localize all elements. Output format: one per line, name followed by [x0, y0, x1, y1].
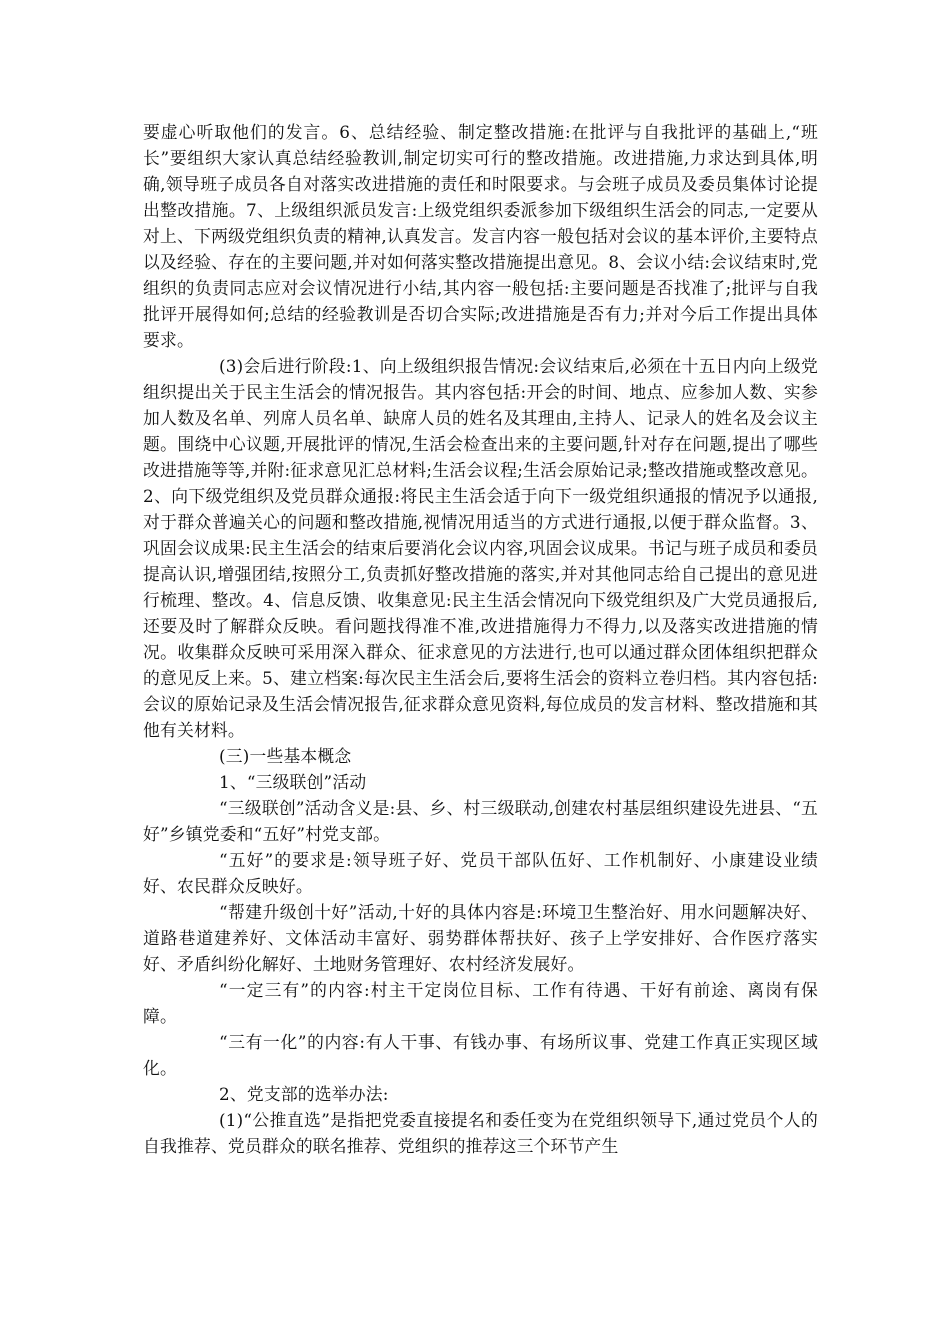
paragraph: “三级联创”活动含义是:县、乡、村三级联动,创建农村基层组织建设先进县、“五好”乡镇党委和“五好”村党支部。 [143, 798, 818, 844]
subsection-heading: 2、党支部的选举办法: [219, 1084, 389, 1104]
paragraph: “帮建升级创十好”活动,十好的具体内容是:环境卫生整治好、用水问题解决好、道路巷道建养好、文体活动丰富好、弱势群体帮扶好、孩子上学安排好、合作医疗落实好、矛盾纠纷化解好、土地财务管理好、农村经济发展好。 [143, 902, 818, 974]
document-body [143, 119, 818, 1159]
paragraph: (3)会后进行阶段:1、向上级组织报告情况:会议结束后,必须在十五日内向上级党组织提出关于民主生活会的情况报告。其内容包括:开会的时间、地点、应参加人数、实参加人数及名单、列席人员名单、缺席人员的姓名及其理由,主持人、记录人的姓名及会议主题。围绕中心议题,开展批评的情况,生活会检查出来的主要问题,针对存在问题,提出了哪些改进措施等等,并附:征求意见汇总材料;生活会议程;生活会原始记录;整改措施或整改意见。2、向下级党组织及党员群众通报:将民主生活会适于向下一级党组织通报的情况予以通报,对于群众普遍关心的问题和整改措施,视情况用适当的方式进行通报,以便于群众监督。3、巩固会议成果:民主生活会的结束后要消化会议内容,巩固会议成果。书记与班子成员和委员提高认识,增强团结,按照分工,负责抓好整改措施的落实,并对其他同志给自己提出的意见进行梳理、整改。4、信息反馈、收集意见:民主生活会情况向下级党组织及广大党员通报后,还要及时了解群众反映。看问题找得准不准,改进措施得力不得力,以及落实改进措施的情况。收集群众反映可采用深入群众、征求意见的方法进行,也可以通过群众团体组织把群众的意见反上来。5、建立档案:每次民主生活会后,要将生活会的资料立卷归档。其内容包括:会议的原始记录及生活会情况报告,征求群众意见资料,每位成员的发言材料、整改措施和其他有关材料。 [143, 356, 818, 740]
paragraph: 要虚心听取他们的发言。6、总结经验、制定整改措施:在批评与自我批评的基础上,“班长”要组织大家认真总结经验教训,制定切实可行的整改措施。改进措施,力求达到具体,明确,领导班子成员各自对落实改进措施的责任和时限要求。与会班子成员及委员集体讨论提出整改措施。7、上级组织派员发言:上级党组织委派参加下级组织生活会的同志,一定要从对上、下两级党组织负责的精神,认真发言。发言内容一般包括对会议的基本评价,主要特点以及经验、存在的主要问题,并对如何落实整改措施提出意见。8、会议小结:会议结束时,党组织的负责同志应对会议情况进行小结,其内容一般包括:主要问题是否找准了;批评与自我批评开展得如何;总结的经验教训是否切合实际;改进措施是否有力;并对今后工作提出具体要求。 [143, 122, 818, 350]
paragraph: “一定三有”的内容:村主干定岗位目标、工作有待遇、干好有前途、离岗有保障。 [143, 980, 818, 1026]
paragraph: (1)“公推直选”是指把党委直接提名和委任变为在党组织领导下,通过党员个人的自我推荐、党员群众的联名推荐、党组织的推荐这三个环节产生 [143, 1110, 818, 1156]
paragraph: “三有一化”的内容:有人干事、有钱办事、有场所议事、党建工作真正实现区域化。 [143, 1032, 818, 1078]
section-heading: (三)一些基本概念 [219, 746, 352, 766]
paragraph: “五好”的要求是:领导班子好、党员干部队伍好、工作机制好、小康建设业绩好、农民群众反映好。 [143, 850, 818, 896]
subsection-heading: 1、“三级联创”活动 [219, 772, 367, 792]
